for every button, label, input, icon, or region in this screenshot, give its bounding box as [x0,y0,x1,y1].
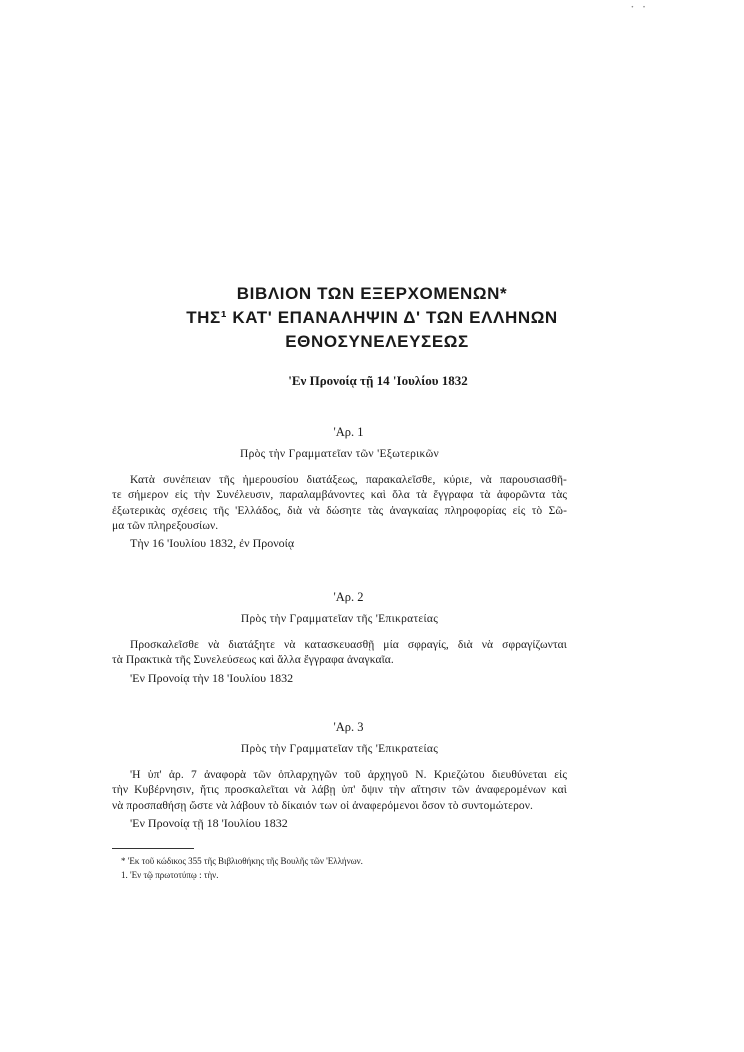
letter-body-line: τὰ Πρακτικὰ τῆς Συνελεύσεως καὶ ἄλλα ἔγγραφα ἀναγκαῖα. [112,654,394,667]
letter-body [112,638,567,669]
letter-number: 'Αρ. 1 [333,425,364,439]
letter-addressee: Πρὸς τὴν Γραμματεῖαν τῆς 'Επικρατείας [240,743,439,755]
document-title [0,282,744,354]
letter-number: 'Αρ. 3 [333,720,364,734]
letter-body-line: Προσκαλεῖσθε νὰ διατάξητε νὰ κατασκευασθῇ μία σφραγίς, διὰ νὰ σφραγίζωνται [130,639,567,651]
letter-closing: Τὴν 16 'Ιουλίου 1832, ἐν Προνοίᾳ [130,536,295,551]
scan-corner-mark: · · [630,0,648,14]
title-line-1: ΒΙΒΛΙΟΝ ΤΩΝ ΕΞΕΡΧΟΜΕΝΩΝ* [236,284,508,303]
letter-body [112,473,567,534]
letter-addressee: Πρὸς τὴν Γραμματεῖαν τῆς 'Επικρατείας [240,613,439,625]
letter-closing: 'Εν Προνοίᾳ τὴν 18 'Ιουλίου 1832 [130,670,294,685]
letter-body-line: μα τῶν πληρεξουσίων. [112,519,219,532]
letter-3 [112,720,567,831]
letter-body-line: ἐξωτερικὰς σχέσεις τῆς 'Ελλάδος, διὰ νὰ δώσητε τὰς ἀναγκαίας πληροφορίας εἰς τὸ Σῶ- [112,504,567,517]
letter-body-line: 'Η ὑπ' ἀρ. 7 ἀναφορὰ τῶν ὁπλαρχηγῶν τοῦ ἀρχηγοῦ Ν. Κριεζώτου διευθύνεται εἰς [130,769,567,781]
letter-body-line: Κατὰ συνέπειαν τῆς ἡμερουσίου διατάξεως, παρακαλεῖσθε, κύριε, νὰ παρουσιασθῆ- [130,474,567,486]
title-line-3: ΕΘΝΟΣΥΝΕΛΕΥΣΕΩΣ [285,332,469,351]
letter-body-line: τε σήμερον εἰς τὴν Συνέλευσιν, παραλαμβάνοντες καὶ ὅλα τὰ ἔγγραφα τὰ ἀφορῶντα τὰς [112,489,567,502]
letter-2 [112,590,567,686]
letter-number: 'Αρ. 2 [333,590,364,604]
letter-body-line: νὰ προσπαθήσῃ ὥστε νὰ λάβουν τὸ δίκαιόν των οἱ ἀναφερόμενοι ὅσον τὸ συντομώτερον. [112,799,534,812]
letter-1 [112,425,567,551]
footnotes [112,848,567,884]
letter-closing: 'Εν Προνοίᾳ τῇ 18 'Ιουλίου 1832 [130,815,288,830]
letter-body [112,768,567,814]
footnote-1: 1. 'Εν τῷ πρωτοτύπῳ : τὴν. [121,870,219,880]
letter-body-line: τὴν Κυβέρνησιν, ἥτις προσκαλεῖται νὰ λάβῃ ὑπ' ὄψιν τὴν αἴτησιν τῶν ἀναφερομένων καὶ [112,784,567,797]
footnote-source: * 'Εκ τοῦ κώδικος 355 τῆς Βιβλιοθήκης τῆς Βουλῆς τῶν 'Ελλήνων. [121,856,363,866]
title-line-2: ΤΗΣ¹ ΚΑΤ' ΕΠΑΝΑΛΗΨΙΝ Δ' ΤΩΝ ΕΛΛΗΝΩΝ [186,308,558,327]
letter-addressee: Πρὸς τὴν Γραμματεῖαν τῶν 'Εξωτερικῶν [239,448,440,460]
document-date-heading: 'Εν Προνοίᾳ τῇ 14 'Ιουλίου 1832 [288,373,468,388]
footnote-divider [112,848,194,849]
